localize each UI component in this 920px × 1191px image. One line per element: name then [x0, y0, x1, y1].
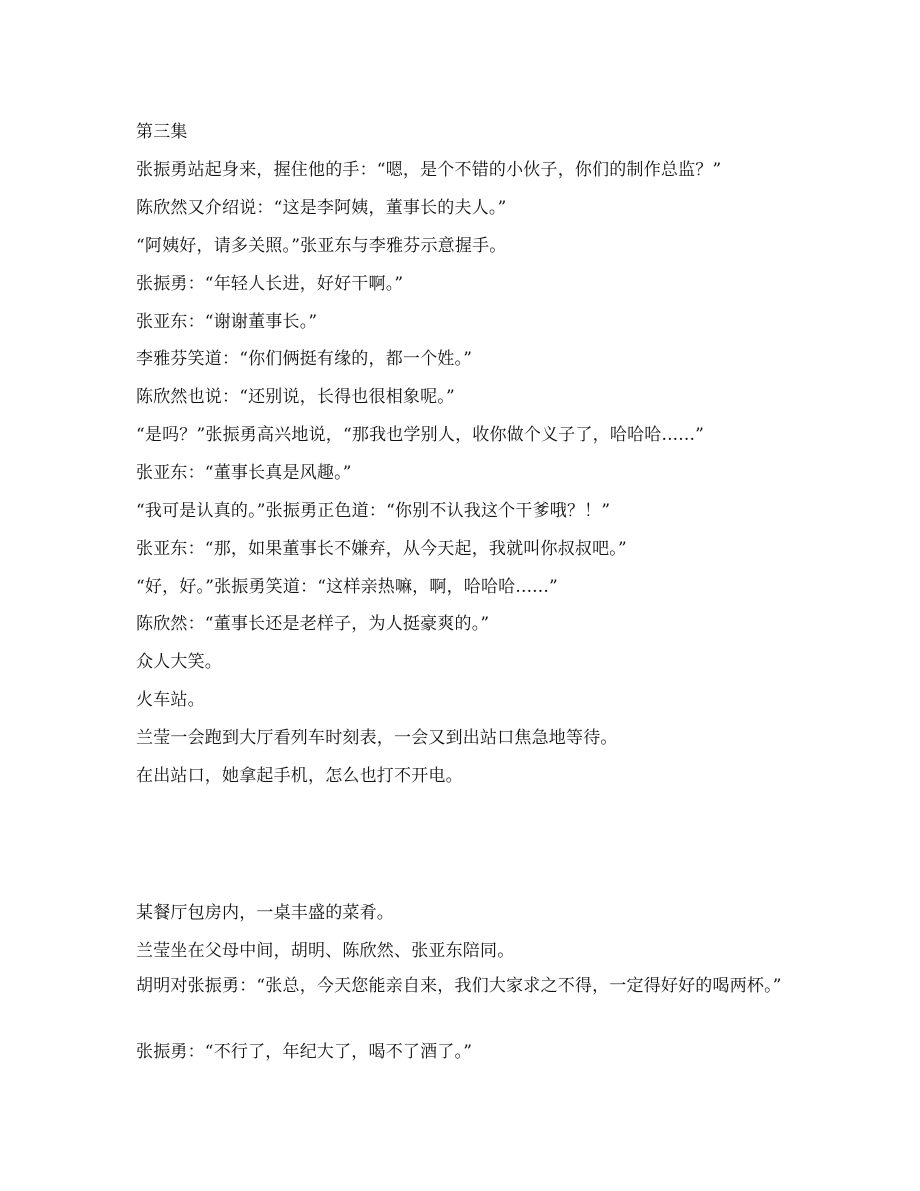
paragraph: 陈欣然也说：“还别说，长得也很相象呢。” — [136, 387, 455, 407]
paragraph: 李雅芬笑道：“你们俩挺有缘的，都一个姓。” — [136, 349, 473, 369]
paragraph: 张振勇站起身来，握住他的手：“嗯，是个不错的小伙子，你们的制作总监？” — [136, 160, 722, 180]
scene-heading: 火车站。 — [136, 690, 205, 710]
paragraph: 张振勇：“不行了，年纪大了，喝不了酒了。” — [136, 1042, 473, 1062]
paragraph: 胡明对张振勇：“张总，今天您能亲自来，我们大家求之不得，一定得好好的喝两杯。” — [136, 976, 782, 996]
paragraph: 兰莹一会跑到大厅看列车时刻表，一会又到出站口焦急地等待。 — [136, 728, 618, 748]
paragraph: 在出站口，她拿起手机，怎么也打不开电。 — [136, 766, 463, 786]
paragraph: 兰莹坐在父母中间，胡明、陈欣然、张亚东陪同。 — [136, 941, 515, 961]
paragraph: 某餐厅包房内，一桌丰盛的菜肴。 — [136, 903, 394, 923]
paragraph: “好，好。”张振勇笑道：“这样亲热嘛，啊，哈哈哈......” — [136, 577, 558, 597]
paragraph: 陈欣然又介绍说：“这是李阿姨，董事长的夫人。” — [136, 198, 507, 218]
paragraph: 张振勇：“年轻人长进，好好干啊。” — [136, 274, 404, 294]
paragraph: 张亚东：“董事长真是风趣。” — [136, 463, 352, 483]
paragraph: “阿姨好，请多关照。”张亚东与李雅芬示意握手。 — [136, 236, 507, 256]
paragraph: “我可是认真的。”张振勇正色道：“你别不认我这个干爹哦？！” — [136, 501, 611, 521]
episode-heading: 第三集 — [136, 122, 188, 142]
paragraph: 张亚东：“那，如果董事长不嫌弃，从今天起，我就叫你叔叔吧。” — [136, 539, 627, 559]
paragraph: 众人大笑。 — [136, 652, 222, 672]
paragraph: 陈欣然：“董事长还是老样子，为人挺豪爽的。” — [136, 614, 490, 634]
paragraph: 张亚东：“谢谢董事长。” — [136, 312, 318, 332]
paragraph: “是吗？”张振勇高兴地说，“那我也学别人，收你做个义子了，哈哈哈......” — [136, 425, 704, 445]
